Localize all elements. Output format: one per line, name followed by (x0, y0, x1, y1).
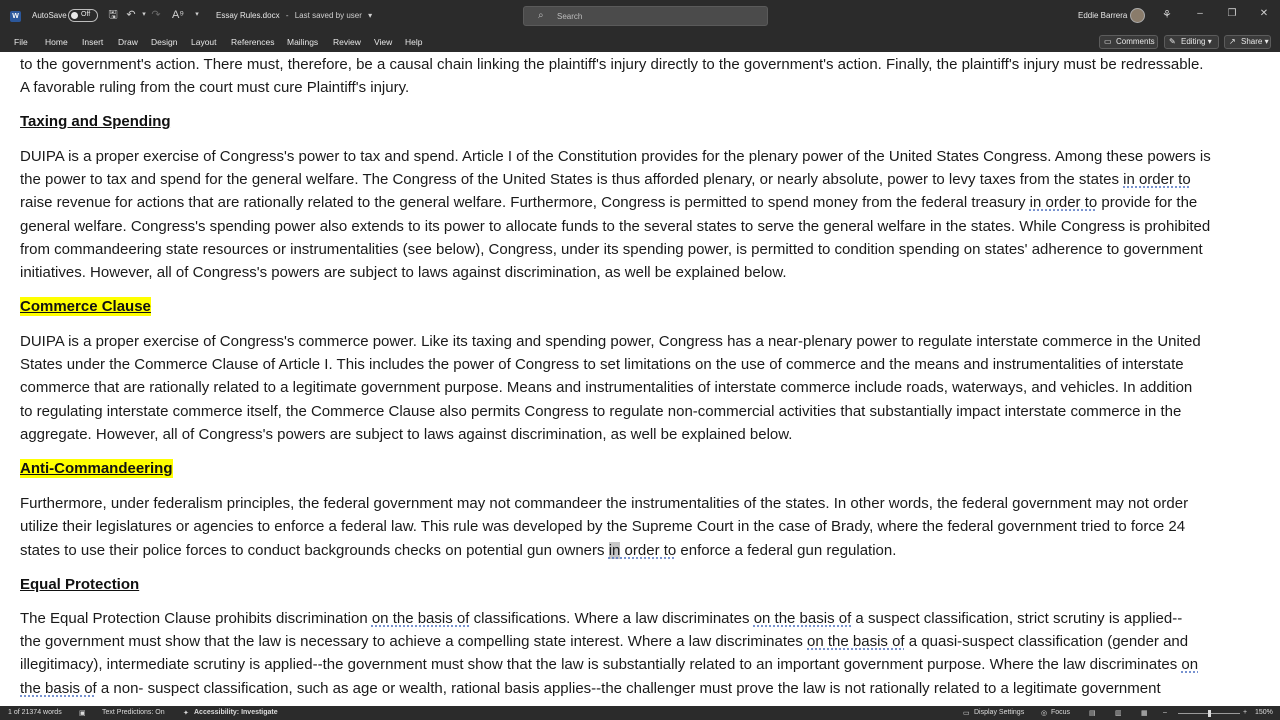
paragraph-line: utilize their legislatures or agencies to enforce a federal law. This rule was developed by the Supreme Court in the case of Brady, where the federal government tried to force 24 (20, 518, 1186, 535)
paragraph-line (20, 680, 1161, 697)
zoom-in-icon[interactable]: + (1243, 709, 1248, 716)
restore-icon[interactable]: ❐ (1227, 8, 1237, 19)
text-predictions[interactable]: Text Predictions: On (102, 709, 165, 716)
save-status: Last saved by user (294, 11, 362, 20)
display-settings[interactable]: Display Settings (974, 709, 1025, 716)
share-icon: ↗ (1229, 37, 1236, 46)
paragraph-line: general welfare. Congress's spending power also extends to its power to allocate funds to the several states to serve the general welfare in the states. While Congress is prohibited (20, 218, 1211, 235)
zoom-out-icon[interactable]: – (1163, 709, 1167, 716)
text-run: illegitimacy), intermediate scrutiny is applied--the government must show that the law is substantially related to an important government purpose. Where the law discriminates (20, 656, 1182, 673)
paragraph-line: DUIPA is a proper exercise of Congress's power to tax and spend. Article I of the Constitution provides for the plenary power of the United States Congress. Among these powers is (20, 148, 1211, 165)
word-count[interactable]: 1 of 21374 words (8, 709, 62, 716)
print-layout-icon[interactable]: ▥ (1115, 710, 1122, 717)
tab-home[interactable]: Home (45, 37, 68, 47)
tab-insert[interactable]: Insert (82, 37, 104, 47)
paragraph-line (20, 542, 896, 559)
tab-review[interactable]: Review (333, 37, 361, 47)
heading-taxing-spending: Taxing and Spending (20, 113, 171, 130)
paragraph-line: from commandeering state resources or instrumentalities (see below), Congress, under its spending power, is permitted to condition spending on states' adherence to government (20, 241, 1203, 258)
tab-help[interactable]: Help (405, 37, 423, 47)
ribbon-tabs (0, 32, 1280, 52)
share-label: Share (1241, 37, 1263, 46)
undo-icon[interactable]: ↶ (126, 9, 136, 21)
read-mode-icon[interactable]: ▤ (1089, 710, 1096, 717)
selected-text[interactable]: in (608, 542, 621, 559)
tab-view[interactable]: View (374, 37, 393, 47)
share-button[interactable] (1224, 35, 1271, 49)
comments-label: Comments (1116, 37, 1155, 46)
title-bar (0, 0, 1280, 32)
editor-suggestion[interactable]: in order to (1029, 194, 1098, 211)
text-run: provide for the (1097, 194, 1198, 211)
paragraph-line: DUIPA is a proper exercise of Congress's commerce power. Like its taxing and spending power, Congress has a near-plenary power to regulate interstate commerce in the United (20, 333, 1201, 350)
focus-button[interactable]: Focus (1051, 709, 1071, 716)
editor-suggestion[interactable]: the basis of (20, 680, 97, 697)
editor-suggestion[interactable]: on (1181, 656, 1199, 673)
paragraph-line: to regulating interstate commerce itself, the Commerce Clause also permits Congress to regulate non-commercial activities that substantially impact interstate commerce in the (20, 403, 1182, 420)
paragraph-line (20, 633, 1188, 650)
text-run: The Equal Protection Clause prohibits discrimination (20, 610, 372, 627)
close-icon[interactable]: ✕ (1259, 8, 1269, 19)
pencil-icon: ✎ (1169, 37, 1176, 46)
undo-dropdown-icon[interactable]: ▾ (142, 11, 146, 18)
paragraph-line: to the government's action. There must, therefore, be a causal chain linking the plaintiff's injury directly to the government's action. Finally, the plaintiff's injury must be redressable. (20, 56, 1204, 73)
display-icon: ▭ (963, 710, 970, 717)
tab-references[interactable]: References (231, 37, 275, 47)
word-logo-icon: W (10, 11, 21, 22)
heading-equal-protection: Equal Protection (20, 576, 140, 593)
editor-suggestion[interactable]: in order to (1123, 171, 1191, 188)
tab-draw[interactable]: Draw (118, 37, 138, 47)
paragraph-line (20, 194, 1197, 211)
zoom-slider-thumb[interactable] (1208, 710, 1211, 717)
accessibility-status[interactable]: Accessibility: Investigate (194, 709, 278, 716)
user-name[interactable]: Eddie Barrera (1078, 11, 1128, 20)
text-run: the power to tax and spend for the general welfare. The Congress of the United States is thus afforded plenary, or nearly absolute, power to levy taxes from the states (20, 171, 1124, 188)
chevron-down-icon: ▾ (1207, 37, 1212, 46)
chevron-down-icon: ▾ (368, 11, 373, 20)
editing-label: Editing (1181, 37, 1206, 46)
autosave-state: Off (81, 11, 91, 18)
minimize-icon[interactable]: – (1197, 8, 1203, 19)
tab-design[interactable]: Design (151, 37, 178, 47)
toggle-knob (71, 12, 78, 19)
tab-mailings[interactable]: Mailings (287, 37, 319, 47)
editor-suggestion[interactable]: order to (620, 542, 677, 559)
paragraph-line: A favorable ruling from the court must cure Plaintiff's injury. (20, 79, 410, 96)
heading-anti-commandeering (20, 460, 173, 477)
paragraph-line: commerce that are rationally related to a legitimate government purpose. Means and instrumentalities of interstate commerce include roads, waterways, and vehicles. In addition (20, 379, 1193, 396)
text-run: a quasi-suspect classification (gender and (904, 633, 1189, 650)
tab-layout[interactable]: Layout (191, 37, 217, 47)
text-run: a non- suspect classification, such as age or wealth, rational basis applies--the challenger must prove the law is not rationally related to a legitimate government (96, 680, 1161, 697)
chevron-down-icon: ▾ (1264, 37, 1269, 46)
highlighted-text: Anti-Commandeering (20, 460, 173, 477)
comment-icon: ▭ (1104, 37, 1112, 46)
editing-mode-button[interactable] (1164, 35, 1219, 49)
proofing-icon[interactable]: ▣ (79, 710, 86, 717)
save-icon[interactable]: 🖫 (108, 9, 118, 21)
status-bar (0, 706, 1280, 720)
text-run: raise revenue for actions that are rationally related to the general welfare. Furthermore, Congress is permitted to spend money from the federal treasury (20, 194, 1030, 211)
avatar[interactable] (1130, 8, 1145, 23)
heading-commerce-clause (20, 298, 151, 315)
web-layout-icon[interactable]: ▦ (1141, 710, 1148, 717)
highlighted-text: Commerce Clause (20, 298, 151, 315)
zoom-level[interactable]: 150% (1255, 709, 1273, 716)
document-canvas[interactable] (0, 52, 1280, 706)
paragraph-line (20, 610, 1182, 627)
editor-suggestion[interactable]: on the basis of (371, 610, 470, 627)
paragraph-line (20, 656, 1198, 673)
autosave-label: AutoSave (32, 11, 67, 20)
text-run: the government must show that the law is necessary to achieve a compelling state interest. Where a law discriminates (20, 633, 808, 650)
focus-icon: ◎ (1041, 710, 1048, 717)
paragraph-line: States under the Commerce Clause of Article I. This includes the power of Congress to set limitations on the use of commerce and the means and instrumentalities of interstate (20, 356, 1184, 373)
search-icon: ⌕ (538, 10, 544, 21)
accessibility-icon: ✦ (183, 710, 189, 717)
autosave-toggle[interactable] (68, 9, 98, 22)
paragraph-line: aggregate. However, all of Congress's powers are subject to laws against discrimination, as well be explained below. (20, 426, 793, 443)
document-title[interactable]: Essay Rules.docx - Last saved by user ▾ (216, 11, 373, 20)
text-run: states to use their police forces to conduct backgrounds checks on potential gun owners (20, 542, 609, 559)
text-run: a suspect classification, strict scrutiny is applied-- (851, 610, 1183, 627)
editor-suggestion[interactable]: on the basis of (807, 633, 905, 650)
paragraph-line (20, 171, 1191, 188)
paragraph-line: Furthermore, under federalism principles, the federal government may not commandeer the instrumentalities of the states. In other words, the federal government may not order (20, 495, 1189, 512)
doc-name: Essay Rules.docx (216, 11, 280, 20)
search-box[interactable] (523, 6, 768, 26)
text-run: classifications. Where a law discriminates (469, 610, 754, 627)
text-run: enforce a federal gun regulation. (676, 542, 897, 559)
search-placeholder: Search (557, 12, 583, 21)
read-aloud-icon[interactable]: A⁹ (172, 9, 185, 21)
tab-file[interactable]: File (14, 37, 28, 47)
customize-toolbar-icon[interactable]: ▾ (195, 11, 199, 18)
editor-suggestion[interactable]: on the basis of (753, 610, 852, 627)
comments-button[interactable] (1099, 35, 1158, 49)
paragraph-line: initiatives. However, all of Congress's powers are subject to laws against discrimination, as well be explained below. (20, 264, 787, 281)
redo-icon[interactable]: ↷ (151, 9, 161, 21)
lightbulb-icon[interactable]: ⚘ (1162, 9, 1172, 21)
